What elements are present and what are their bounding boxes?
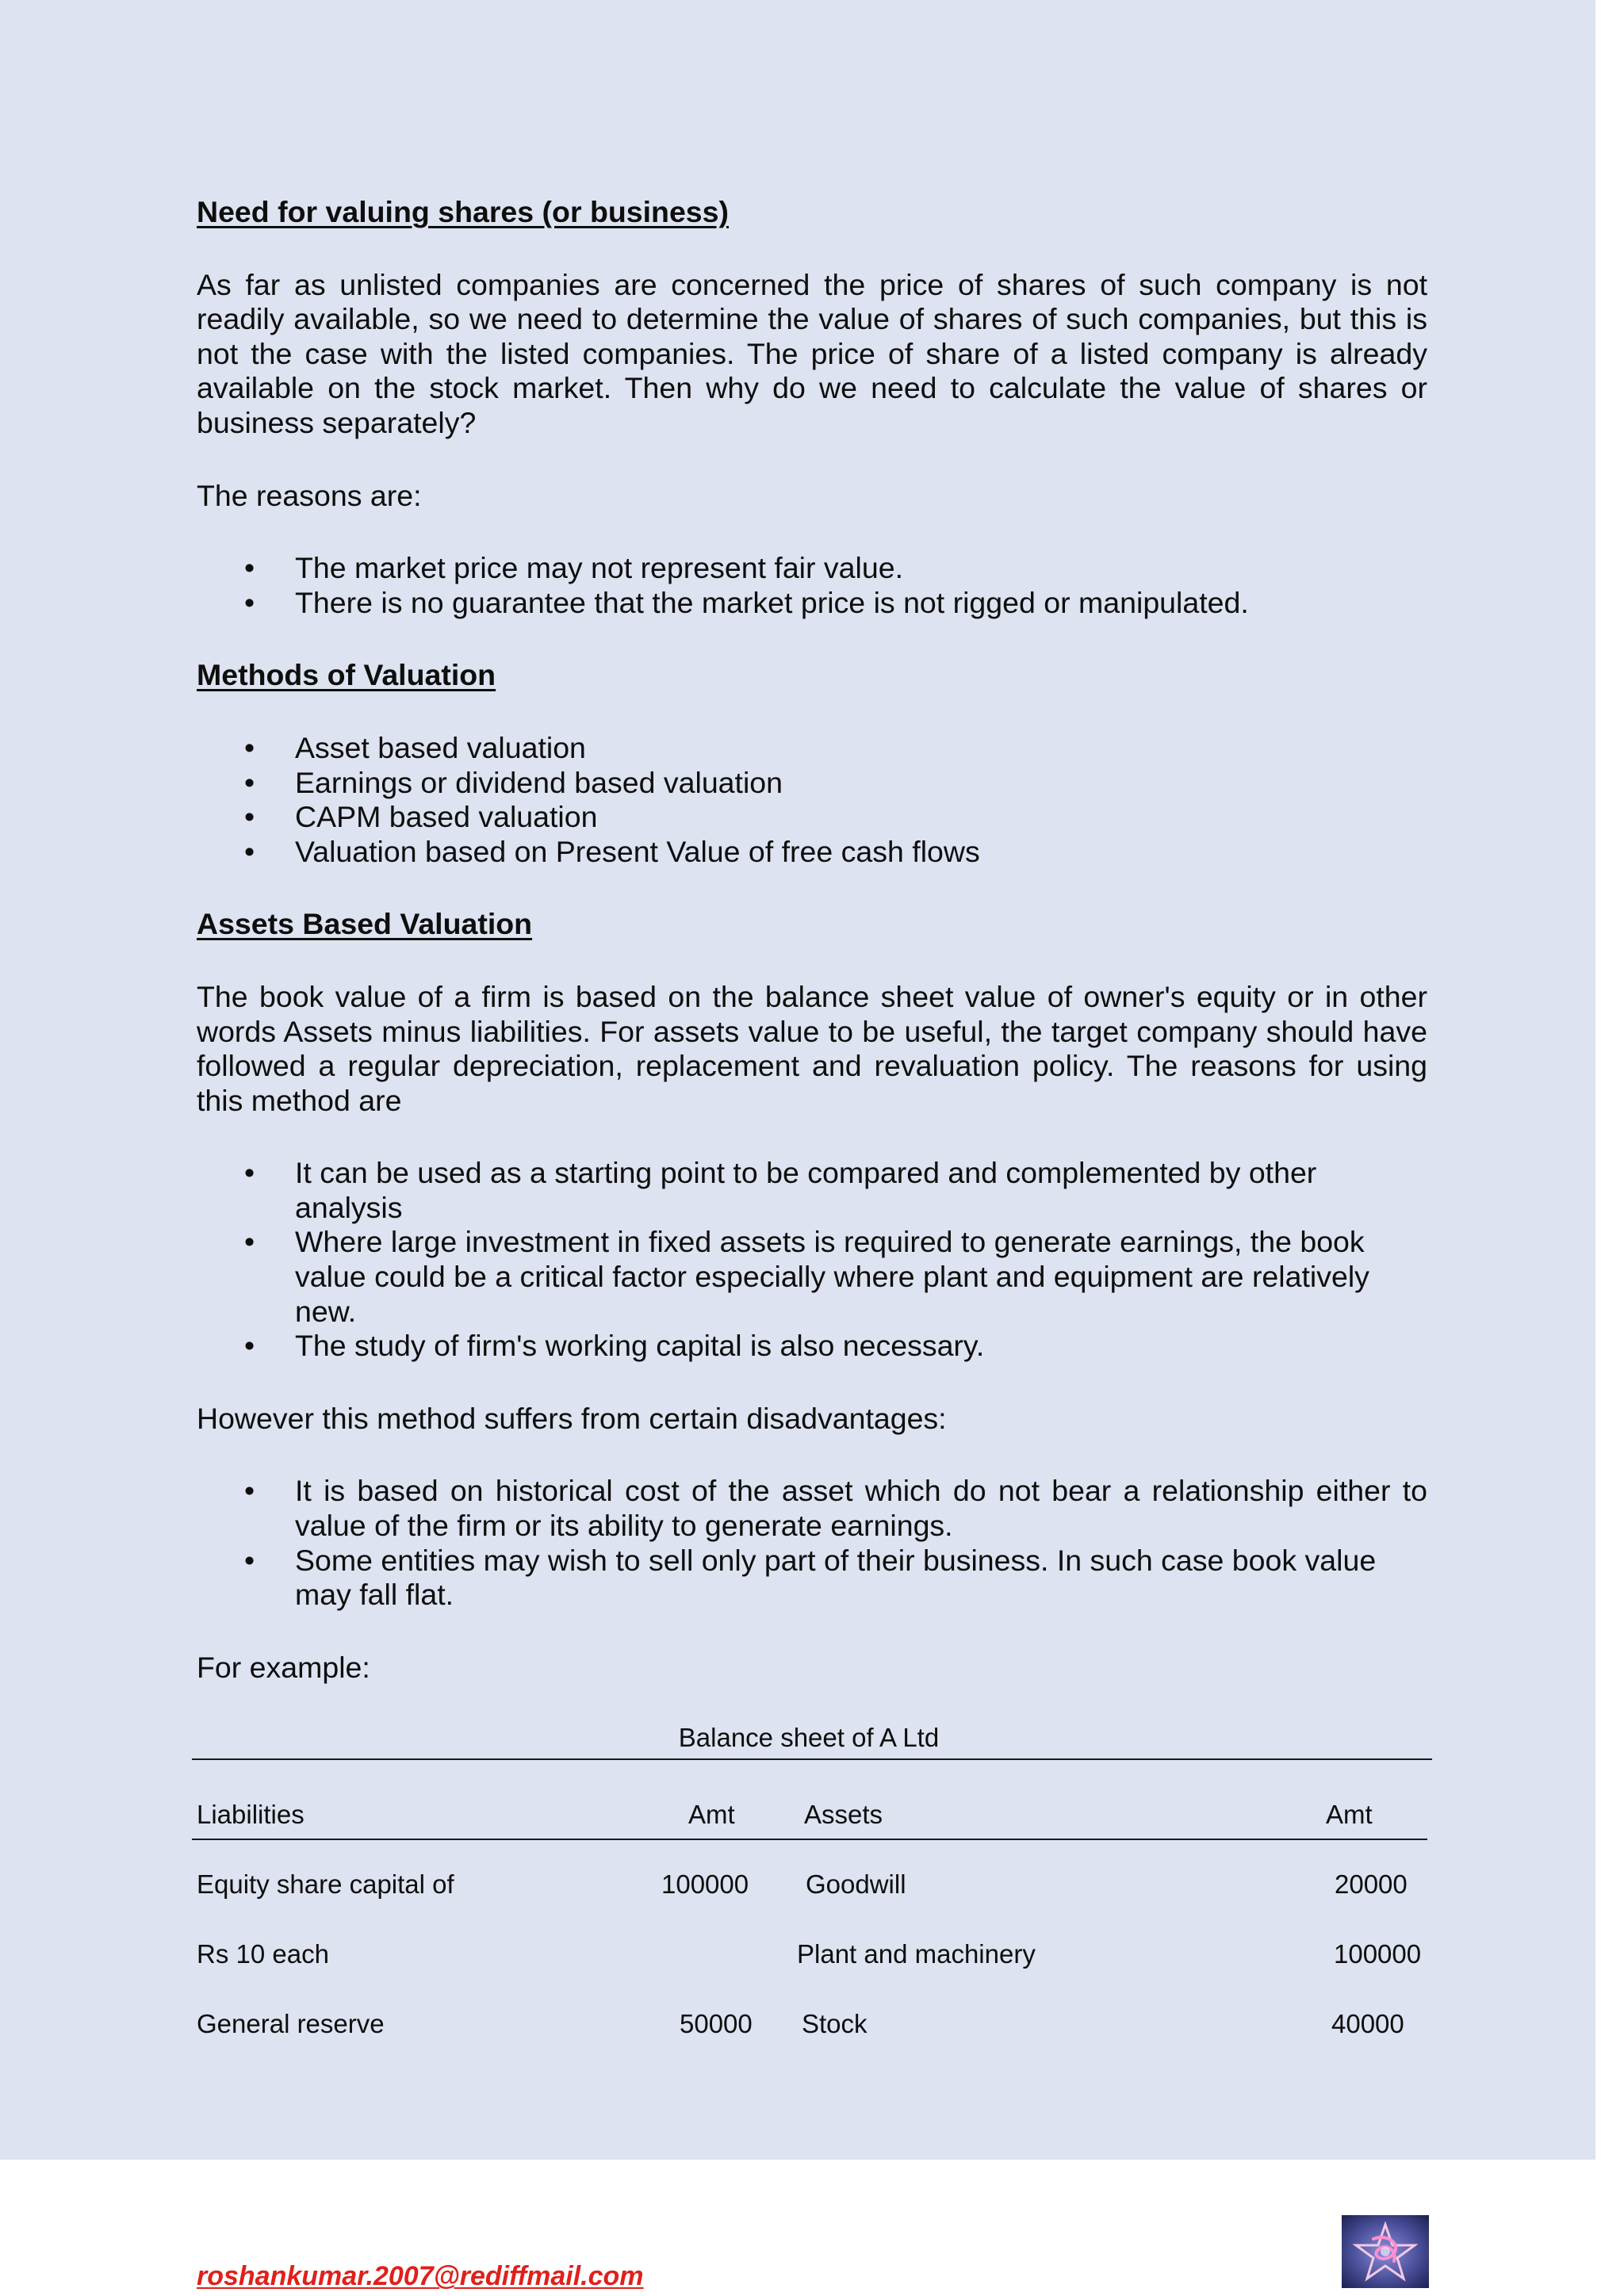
bullet-icon: • xyxy=(244,800,255,834)
methods-list xyxy=(197,731,1427,869)
list-item: • It is based on historical cost of the asset which do not bear a relationship either to value of the firm or its ability to generate earnings. xyxy=(244,1474,1427,1543)
list-item: • It can be used as a starting point to be compared and complemented by other analysis xyxy=(244,1156,1317,1224)
header-liabilities-amt: Amt xyxy=(688,1800,735,1829)
table-row-liability-amt: 100000 xyxy=(661,1869,749,1899)
list-item: • Valuation based on Present Value of free cash flows xyxy=(244,834,980,868)
table-row-asset: Plant and machinery xyxy=(797,1939,1036,1969)
table-header-rule xyxy=(192,1839,1427,1840)
bullet-icon: • xyxy=(244,1543,255,1577)
paragraph-need: As far as unlisted companies are concerned the price of shares of such company is not readily available, so we need to determine the value of shares of such companies, but this is not the case with the listed companies. The price of share of a listed company is already available on the stock market. Then why do we need to calculate the value of shares or business separately? xyxy=(197,267,1427,439)
bullet-icon: • xyxy=(244,1329,255,1363)
reasons-intro: The reasons are: xyxy=(197,478,422,512)
document-body xyxy=(197,195,1427,1685)
list-item: • There is no guarantee that the market price is not rigged or manipulated. xyxy=(244,585,1249,619)
header-assets: Assets xyxy=(804,1800,883,1829)
table-row-liability: General reserve xyxy=(197,2009,385,2038)
example-intro: For example: xyxy=(197,1650,370,1684)
list-item: • The study of firm's working capital is also necessary. xyxy=(244,1329,985,1363)
paragraph-assets: The book value of a firm is based on the balance sheet value of owner's equity or in other words Assets minus liabilities. For assets value to be useful, the target company should have followed a regular depreciation, replacement and revaluation policy. The reasons for using this method are xyxy=(197,979,1427,1117)
bullet-icon: • xyxy=(244,1156,255,1190)
table-row-liability: Equity share capital of xyxy=(197,1869,454,1899)
list-item: • Asset based valuation xyxy=(244,730,586,764)
table-row-liability-amt: 50000 xyxy=(680,2009,753,2038)
list-item: • Earnings or dividend based valuation xyxy=(244,765,783,799)
table-row-asset: Stock xyxy=(802,2009,868,2038)
header-liabilities: Liabilities xyxy=(197,1800,304,1829)
table-top-rule xyxy=(192,1758,1432,1760)
balance-sheet-caption: Balance sheet of A Ltd xyxy=(678,1723,940,1752)
heading-need-for-valuing: Need for valuing shares (or business) xyxy=(197,195,730,228)
bullet-icon: • xyxy=(244,730,255,764)
header-assets-amt: Amt xyxy=(1326,1800,1373,1829)
bullet-icon: • xyxy=(244,1474,255,1508)
table-row-liability: Rs 10 each xyxy=(197,1939,329,1969)
list-item: • Some entities may wish to sell only part of their business. In such case book value may fall flat. xyxy=(244,1543,1377,1612)
disadvantages-list xyxy=(197,1474,1427,1612)
bullet-icon: • xyxy=(244,1225,255,1259)
table-row-asset-amt: 20000 xyxy=(1335,1869,1408,1899)
list-item: • CAPM based valuation xyxy=(244,800,598,834)
disadvantages-intro: However this method suffers from certain disadvantages: xyxy=(197,1401,947,1435)
heading-methods-of-valuation: Methods of Valuation xyxy=(197,658,496,692)
table-row-asset-amt: 40000 xyxy=(1331,2009,1404,2038)
table-row-asset-amt: 100000 xyxy=(1334,1939,1422,1969)
list-item: • Where large investment in fixed assets is required to generate earnings, the book value could be a critical factor especially where plant and equipment are relatively new. xyxy=(244,1225,1369,1328)
reasons-list xyxy=(197,551,1427,620)
table-row-asset: Goodwill xyxy=(806,1869,906,1899)
bullet-icon: • xyxy=(244,585,255,619)
heading-assets-based-valuation: Assets Based Valuation xyxy=(197,907,533,941)
footer-email-link[interactable]: roshankumar.2007@rediffmail.com xyxy=(197,2261,644,2291)
assets-reasons-list xyxy=(197,1156,1427,1364)
list-item: • The market price may not represent fair value. xyxy=(244,551,903,585)
bullet-icon: • xyxy=(244,551,255,585)
bullet-icon: • xyxy=(244,765,255,799)
star-emblem-icon xyxy=(1342,2215,1429,2288)
bullet-icon: • xyxy=(244,834,255,868)
